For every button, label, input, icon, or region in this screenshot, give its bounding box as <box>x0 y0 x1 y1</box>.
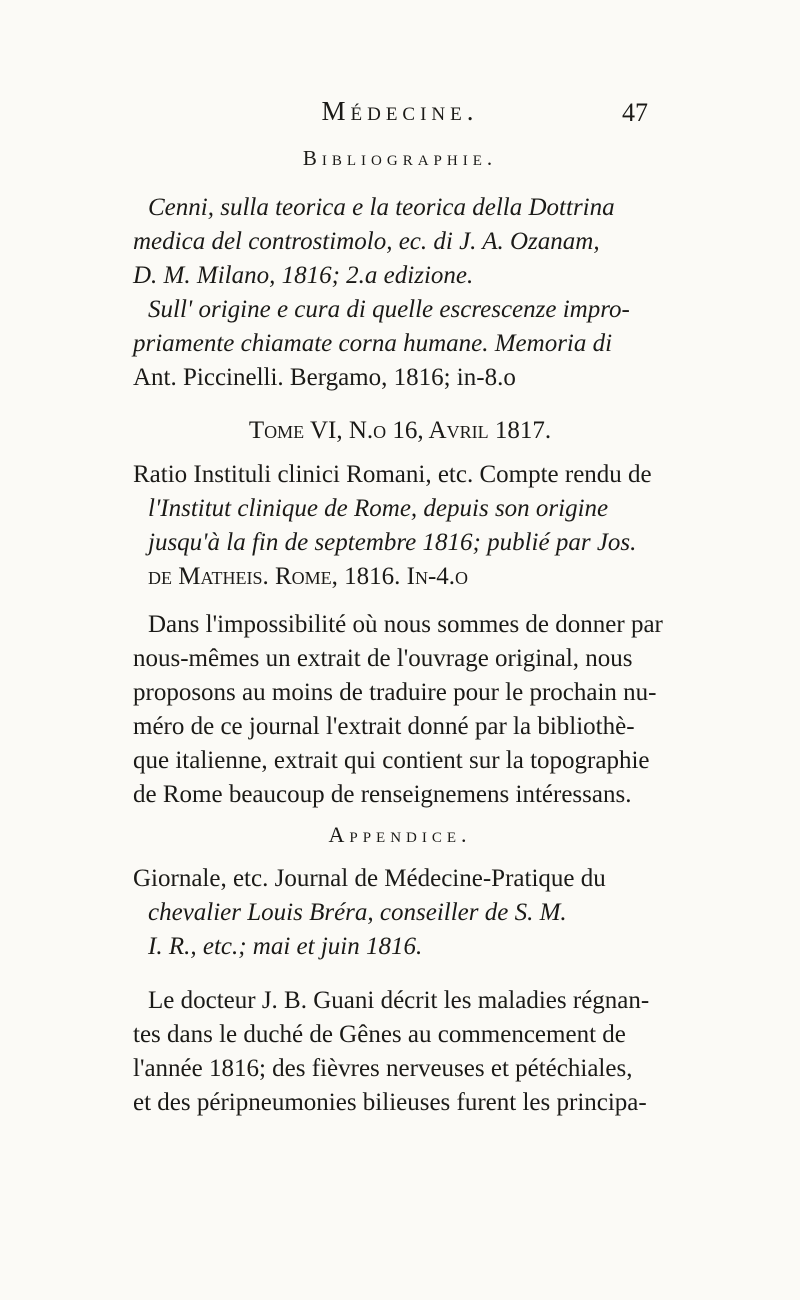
paragraph-line: nous-mêmes un extrait de l'ouvrage original, nous <box>133 645 633 672</box>
paragraph-line: de Rome beaucoup de renseignemens intéressans. <box>133 781 632 808</box>
entry-line: Sull' origine e cura di quelle escrescenze impro- <box>148 296 630 323</box>
entry-line: Cenni, sulla teorica e la teorica della Dottrina <box>148 194 615 221</box>
entry-line: Giornale, etc. Journal de Médecine-Pratique du <box>133 865 606 892</box>
paragraph-line: Le docteur J. B. Guani décrit les maladies régnan- <box>148 987 650 1014</box>
entry-line: D. M. Milano, 1816; 2.a edizione. <box>133 262 474 289</box>
paragraph-line: que italienne, extrait qui contient sur la topographie <box>133 747 650 774</box>
running-title: Médecine. <box>321 96 479 126</box>
paragraph-line: l'année 1816; des fièvres nerveuses et pétéchiales, <box>133 1055 633 1082</box>
paragraph-line: Dans l'impossibilité où nous sommes de donner par <box>148 611 663 638</box>
entry-line: de Matheis. Rome, 1816. In-4.o <box>148 563 469 590</box>
paragraph-line: et des péripneumonies bilieuses furent les principa- <box>133 1089 647 1116</box>
paragraph-line: tes dans le duché de Gênes au commencement de <box>133 1021 626 1048</box>
appendix-heading: Appendice. <box>328 822 472 847</box>
entry-line: jusqu'à la fin de septembre 1816; publié par Jos. <box>148 529 637 556</box>
entry-line: Ant. Piccinelli. Bergamo, 1816; in-8.o <box>133 364 516 391</box>
entry-line: chevalier Louis Bréra, conseiller de S. M. <box>148 899 567 926</box>
entry-line: priamente chiamate corna humane. Memoria di <box>133 330 613 357</box>
page-number: 47 <box>622 98 648 127</box>
section-heading: Bibliographie. <box>302 146 498 170</box>
paragraph-line: proposons au moins de traduire pour le prochain nu- <box>133 679 657 706</box>
entry-line: I. R., etc.; mai et juin 1816. <box>148 933 423 960</box>
entry-line: l'Institut clinique de Rome, depuis son origine <box>148 495 609 522</box>
tome-heading: Tome VI, N.o 16, Avril 1817. <box>248 417 552 444</box>
entry-line: Ratio Instituli clinici Romani, etc. Compte rendu de <box>133 461 652 488</box>
paragraph-line: méro de ce journal l'extrait donné par la bibliothè- <box>133 713 635 740</box>
entry-line: medica del controstimolo, ec. di J. A. Ozanam, <box>133 228 600 255</box>
